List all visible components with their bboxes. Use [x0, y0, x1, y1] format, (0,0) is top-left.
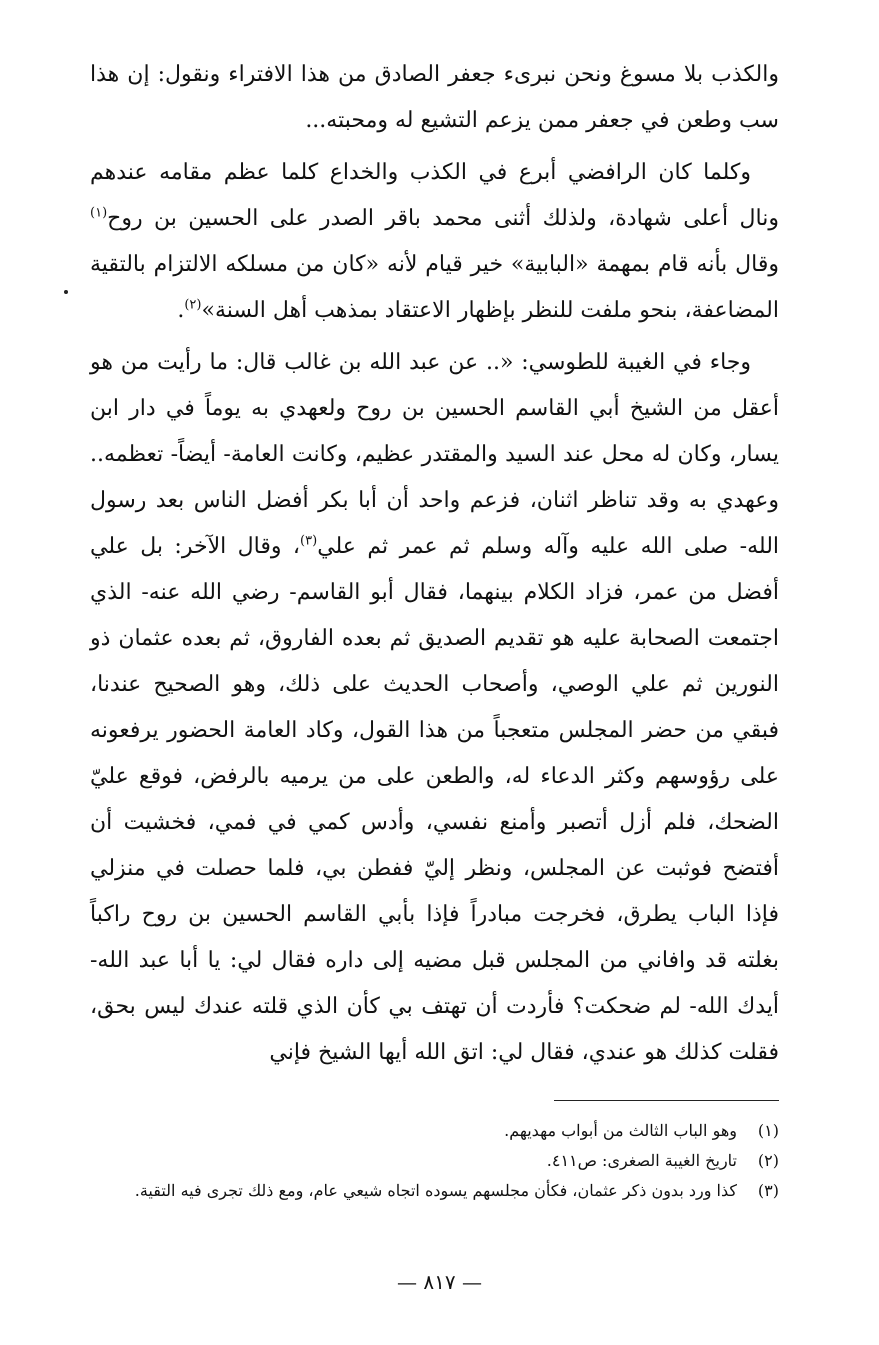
paragraph-2-text-end: .: [177, 298, 185, 323]
main-text: [90, 52, 779, 1076]
footnote-1-number: (١): [757, 1121, 779, 1140]
paragraph-1: [90, 52, 779, 144]
footnote-1: [60, 1116, 779, 1146]
paragraph-2-text-b: وقال بأنه قام بمهمة «البابية» خير قيام لأنه «كان من مسلكه الالتزام بالتقية المضاعفة، بنحو ملفت للنظر بإظهار الاعتقاد بمذهب أهل السنة»: [90, 252, 779, 323]
page-number: — ٨١٧ —: [397, 1270, 482, 1294]
footnotes: [60, 1116, 779, 1206]
footnote-ref-1: (١): [90, 205, 108, 221]
paragraph-3-text-a: وجاء في الغيبة للطوسي: «.. عن عبد الله بن غالب قال: ما رأيت من هو أعقل من الشيخ أبي القاسم الحسين بن روح ولعهدي به يوماً في دار ابن يسار، وكان له محل عند السيد والمقتدر عظيم، وكانت العامة- أيضاً- تعظمه.. وعهدي به وقد تناظر اثنان، فزعم واحد أن أبا بكر أفضل الناس بعد رسول الله- صلى الله عليه وآله وسلم ثم عمر ثم علي: [90, 350, 780, 559]
footnote-divider: [554, 1100, 779, 1101]
footnote-3-text: كذا ورد بدون ذكر عثمان، فكأن مجلسهم يسوده اتجاه شيعي عام، ومع ذلك تجرى فيه التقية.: [134, 1181, 737, 1200]
paragraph-1-text: والكذب بلا مسوغ ونحن نبرىء جعفر الصادق من هذا الافتراء ونقول: إن هذا سب وطعن في جعفر ممن يزعم التشيع له ومحبته...: [90, 62, 779, 133]
footnote-ref-3: (٣): [300, 533, 318, 549]
paragraph-3-text-b: ، وقال الآخر: بل علي أفضل من عمر، فزاد الكلام بينهما، فقال أبو القاسم- رضي الله عنه- الذي اجتمعت الصحابة عليه هو تقديم الصديق ثم بعده الفاروق، ثم بعده عثمان ذو النورين ثم علي الوصي، وأصحاب الحديث على ذلك، وهو الصحيح عندنا، فبقي من حضر المجلس متعجباً من هذا القول، وكاد العامة الحضور يرفعونه على رؤوسهم وكثر الدعاء له، والطعن على من يرميه بالرفض، فوقع عليّ الضحك، فلم أزل أتصبر وأمنع نفسي، وأدس كمي في فمي، فخشيت أن أفتضح فوثبت عن المجلس، ونظر إليّ ففطن بي، فلما حصلت في منزلي فإذا الباب يطرق، فخرجت مبادراً فإذا بأبي القاسم الحسين بن روح راكباً بغلته قد وافاني من المجلس قبل مضيه إلى داره فقال لي: يا أبا عبد الله- أيدك الله- لم ضحكت؟ فأردت أن تهتف بي كأن الذي قلته عندك ليس بحق، فقلت كذلك هو عندي، فقال لي: اتق الله أيها الشيخ فإني: [90, 534, 779, 1065]
paragraph-2: [90, 150, 779, 334]
footnote-3-number: (٣): [757, 1181, 779, 1200]
footnote-ref-2: (٢): [184, 297, 202, 313]
paragraph-3: [90, 340, 779, 1076]
footnote-1-text: وهو الباب الثالث من أبواب مهديهم.: [504, 1121, 737, 1140]
paragraph-2-text-a: وكلما كان الرافضي أبرع في الكذب والخداع كلما عظم مقامه عندهم ونال أعلى شهادة، ولذلك أثنى محمد باقر الصدر على الحسين بن روح: [90, 160, 779, 231]
footnote-3: [60, 1176, 779, 1206]
footnote-2-number: (٢): [757, 1151, 779, 1170]
stray-ink-dot: [64, 290, 68, 294]
footnote-2-text: تاريخ الغيبة الصغرى: ص٤١١.: [546, 1151, 737, 1170]
footnote-2: [60, 1146, 779, 1176]
